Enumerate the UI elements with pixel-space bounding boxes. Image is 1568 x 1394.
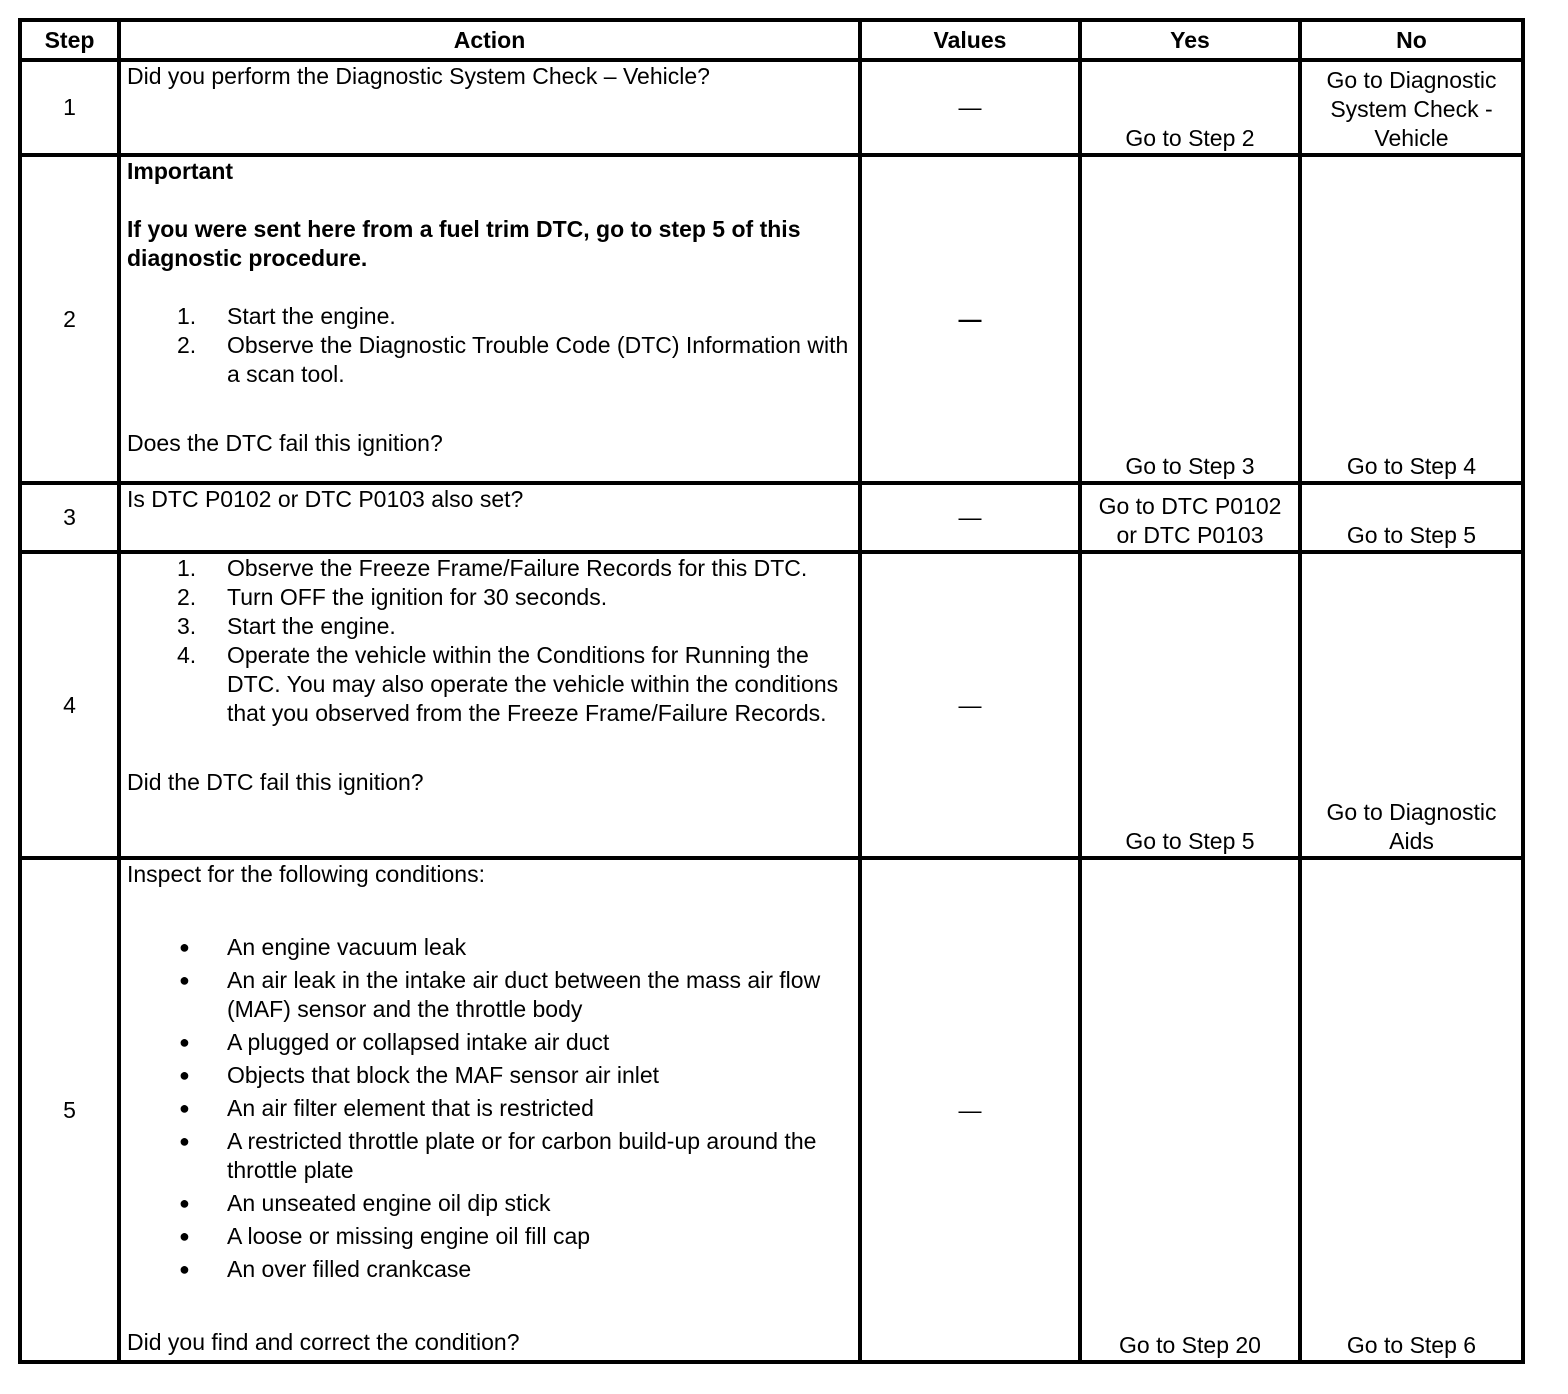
substep-list: [127, 302, 852, 389]
header-row: [20, 20, 1523, 60]
yes-cell: Go to DTC P0102 or DTC P0103: [1080, 483, 1300, 552]
action-question: Did you perform the Diagnostic System Check – Vehicle?: [127, 63, 710, 89]
action-cell: [119, 552, 860, 858]
list-item: 4. Operate the vehicle within the Conditions for Running the DTC. You may also operate the vehicle within the conditions that you observed from the Freeze Frame/Failure Records.: [177, 642, 839, 726]
action-question: Does the DTC fail this ignition?: [127, 430, 443, 456]
action-intro: Inspect for the following conditions:: [127, 861, 485, 887]
list-item: ● Objects that block the MAF sensor air inlet: [179, 1062, 660, 1088]
list-item: ● An air filter element that is restricted: [179, 1095, 594, 1121]
action-question: Did you find and correct the condition?: [127, 1329, 520, 1355]
list-item: 3. Start the engine.: [177, 613, 396, 639]
list-item: 1. Start the engine.: [177, 303, 396, 329]
step-number: 4: [20, 552, 119, 858]
values-cell: —: [860, 552, 1080, 858]
list-item: 1. Observe the Freeze Frame/Failure Records for this DTC.: [177, 555, 808, 581]
yes-cell: Go to Step 2: [1080, 60, 1300, 155]
list-item: ● An engine vacuum leak: [179, 934, 467, 960]
diagnostic-table: [18, 18, 1525, 1364]
values-cell: —: [860, 155, 1080, 483]
table-row: [20, 858, 1523, 1362]
list-item: 2. Observe the Diagnostic Trouble Code (DTC) Information with a scan tool.: [177, 332, 849, 387]
step-number: 2: [20, 155, 119, 483]
important-text: If you were sent here from a fuel trim DTC, go to step 5 of this diagnostic procedure.: [127, 216, 801, 271]
list-item: ● An over filled crankcase: [179, 1256, 472, 1282]
yes-cell: Go to Step 5: [1080, 552, 1300, 858]
values-cell: —: [860, 60, 1080, 155]
action-cell: [119, 858, 860, 1362]
action-question: Is DTC P0102 or DTC P0103 also set?: [127, 486, 524, 512]
values-cell: —: [860, 483, 1080, 552]
important-label: Important: [127, 158, 234, 184]
header-yes: Yes: [1080, 20, 1300, 60]
header-no: No: [1300, 20, 1523, 60]
table-row: [20, 60, 1523, 155]
header-action: Action: [119, 20, 860, 60]
list-item: ● A loose or missing engine oil fill cap: [179, 1223, 591, 1249]
header-values: Values: [860, 20, 1080, 60]
no-cell: Go to Diagnostic System Check - Vehicle: [1300, 60, 1523, 155]
yes-cell: Go to Step 20: [1080, 858, 1300, 1362]
list-item: ● A restricted throttle plate or for carbon build-up around the throttle plate: [179, 1128, 817, 1183]
step-number: 1: [20, 60, 119, 155]
no-cell: Go to Step 6: [1300, 858, 1523, 1362]
action-cell: [119, 155, 860, 483]
no-cell: Go to Step 4: [1300, 155, 1523, 483]
condition-list: [127, 933, 852, 1284]
action-cell: [119, 483, 860, 552]
table-row: [20, 552, 1523, 858]
no-cell: Go to Diagnostic Aids: [1300, 552, 1523, 858]
step-number: 3: [20, 483, 119, 552]
list-item: 2. Turn OFF the ignition for 30 seconds.: [177, 584, 608, 610]
values-cell: —: [860, 858, 1080, 1362]
list-item: ● An air leak in the intake air duct between the mass air flow (MAF) sensor and the throttle body: [179, 967, 821, 1022]
no-cell: Go to Step 5: [1300, 483, 1523, 552]
list-item: ● An unseated engine oil dip stick: [179, 1190, 551, 1216]
action-question: Did the DTC fail this ignition?: [127, 769, 424, 795]
header-step: Step: [20, 20, 119, 60]
list-item: ● A plugged or collapsed intake air duct: [179, 1029, 610, 1055]
table-row: [20, 155, 1523, 483]
substep-list: [127, 554, 852, 728]
table-row: [20, 483, 1523, 552]
step-number: 5: [20, 858, 119, 1362]
yes-cell: Go to Step 3: [1080, 155, 1300, 483]
action-cell: [119, 60, 860, 155]
